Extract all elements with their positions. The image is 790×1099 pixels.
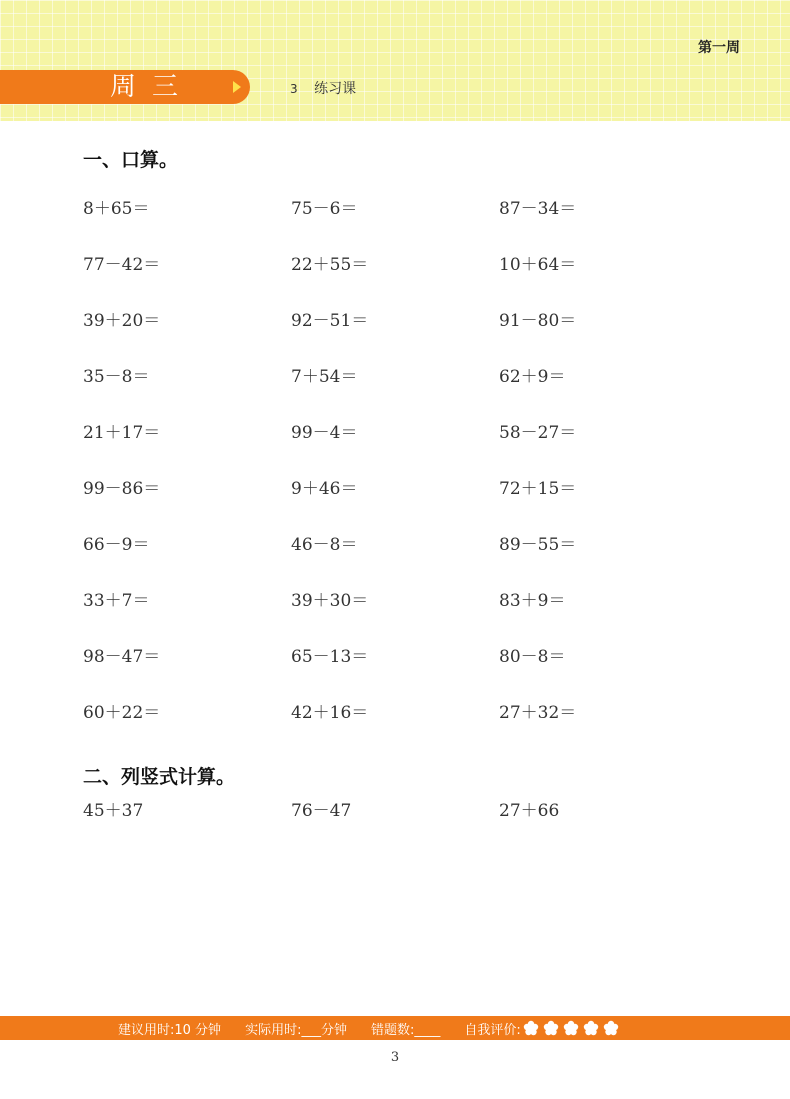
lesson-title: 练习课 (314, 81, 357, 97)
problem: 7＋54＝ (291, 367, 358, 387)
problem: 75－6＝ (291, 199, 358, 219)
section-title-vertical: 二、列竖式计算。 (83, 766, 236, 788)
problem: 92－51＝ (291, 311, 369, 331)
flower-icon[interactable] (523, 1020, 539, 1036)
problem: 99－86＝ (83, 479, 161, 499)
vertical-problem: 45＋37 (83, 801, 144, 821)
problem: 99－4＝ (291, 423, 358, 443)
section-title-oral: 一、口算。 (83, 149, 179, 171)
flower-icon[interactable] (563, 1020, 579, 1036)
oral-calc-grid (83, 196, 723, 756)
self-evaluation (464, 1019, 622, 1038)
rating-flowers (523, 1020, 623, 1036)
problem-row (83, 308, 723, 364)
problem: 33＋7＝ (83, 591, 150, 611)
flower-icon[interactable] (583, 1020, 599, 1036)
error-count: 错题数:____ (370, 1022, 441, 1038)
problem-row (83, 644, 723, 700)
problem-row (83, 700, 723, 756)
lesson-number: 3 (290, 82, 298, 96)
problem: 66－9＝ (83, 535, 150, 555)
problem: 39＋20＝ (83, 311, 161, 331)
problem: 42＋16＝ (291, 703, 369, 723)
suggested-time: 建议用时:10 分钟 (118, 1022, 222, 1038)
problem: 9＋46＝ (291, 479, 358, 499)
problem: 27＋32＝ (499, 703, 577, 723)
problem: 62＋9＝ (499, 367, 566, 387)
problem: 46－8＝ (291, 535, 358, 555)
problem: 80－8＝ (499, 647, 566, 667)
problem-row (83, 420, 723, 476)
lesson-heading (290, 78, 356, 98)
problem-row (83, 588, 723, 644)
problem-row (83, 532, 723, 588)
problem: 35－8＝ (83, 367, 150, 387)
actual-time: 实际用时:___分钟 (245, 1022, 347, 1038)
play-arrow-icon (233, 81, 241, 93)
problem-row (83, 252, 723, 308)
vertical-problem: 76－47 (291, 801, 352, 821)
problem: 58－27＝ (499, 423, 577, 443)
day-title: 周三 (110, 72, 195, 102)
problem: 89－55＝ (499, 535, 577, 555)
vertical-calc-row (83, 798, 707, 824)
problem: 8＋65＝ (83, 199, 150, 219)
problem: 83＋9＝ (499, 591, 566, 611)
page-header (0, 0, 790, 121)
problem: 77－42＝ (83, 255, 161, 275)
problem: 72＋15＝ (499, 479, 577, 499)
problem: 39＋30＝ (291, 591, 369, 611)
problem: 22＋55＝ (291, 255, 369, 275)
problem: 91－80＝ (499, 311, 577, 331)
problem: 87－34＝ (499, 199, 577, 219)
problem-row (83, 364, 723, 420)
footer-bar (0, 1016, 790, 1040)
week-label: 第一周 (698, 40, 740, 56)
problem-row (83, 476, 723, 532)
problem: 60＋22＝ (83, 703, 161, 723)
flower-icon[interactable] (603, 1020, 619, 1036)
problem: 65－13＝ (291, 647, 369, 667)
self-eval-label: 自我评价: (464, 1022, 521, 1038)
problem-row (83, 196, 723, 252)
vertical-problem: 27＋66 (499, 801, 560, 821)
problem: 10＋64＝ (499, 255, 577, 275)
flower-icon[interactable] (543, 1020, 559, 1036)
problem: 98－47＝ (83, 647, 161, 667)
day-banner (0, 70, 250, 104)
problem: 21＋17＝ (83, 423, 161, 443)
page-number: 3 (390, 1050, 400, 1065)
